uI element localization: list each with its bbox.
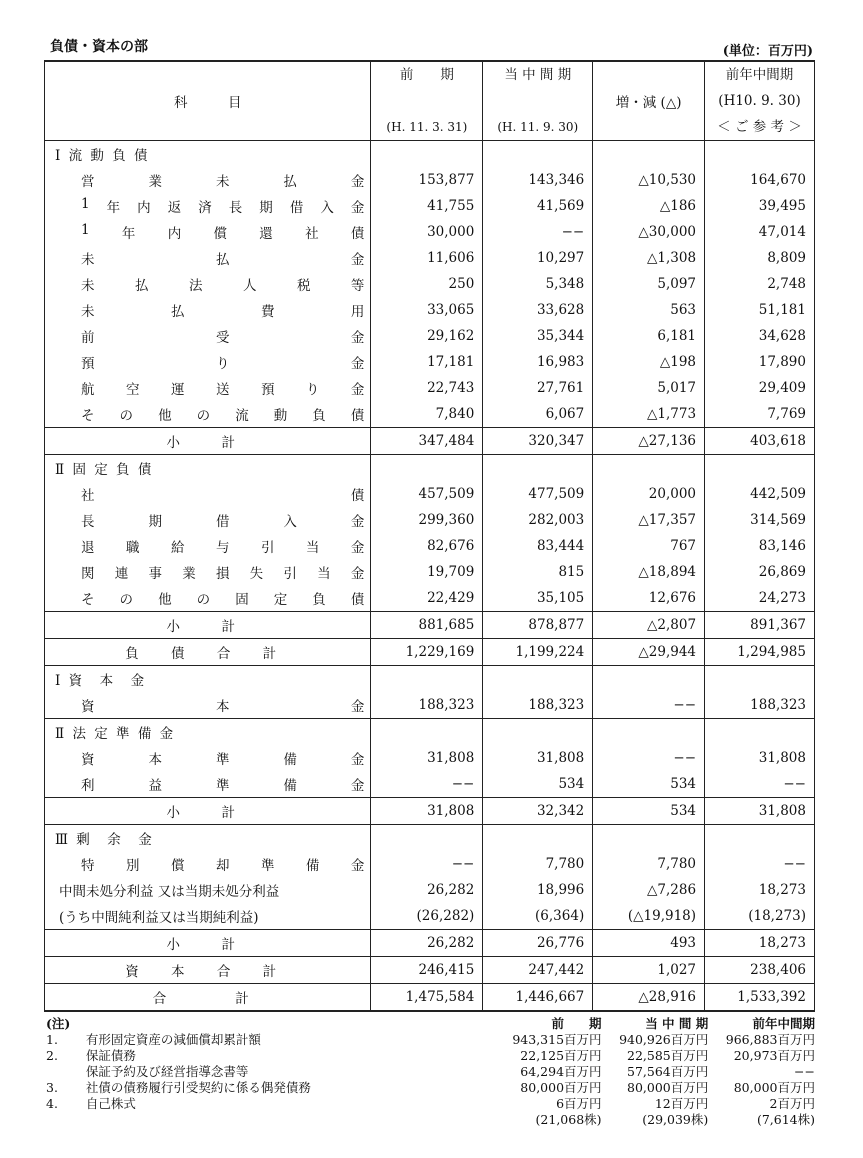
note-value-current: 80,000百万円 <box>627 1080 709 1095</box>
value-change: △7,286 <box>593 877 705 903</box>
note-value-reference: 20,973百万円 <box>733 1048 815 1063</box>
header-change-label: 増・減 (△) <box>615 95 682 111</box>
value-prev: 347,484 <box>371 428 483 455</box>
row-label-cell <box>45 877 371 903</box>
note-label: 保証予約及び経営指導念書等 <box>85 1064 249 1079</box>
balance-sheet-table <box>44 60 815 1012</box>
value-current <box>483 825 593 852</box>
row-label: 社 債 <box>81 488 365 504</box>
row-label-cell <box>45 692 371 719</box>
value-current <box>483 719 593 746</box>
value-change: △30,000 <box>593 219 705 245</box>
subtotal-label: 小 計 <box>166 619 249 635</box>
row-label: 前 受 金 <box>81 330 365 346</box>
value-prev: 26,282 <box>371 877 483 903</box>
value-prev: 7,840 <box>371 401 483 428</box>
row-label-cell <box>45 639 371 666</box>
subtotal-row <box>45 798 815 825</box>
row-label: 利 益 準 備 金 <box>81 778 365 794</box>
header-ref-date: (H10. 9. 30) <box>718 93 801 109</box>
table-row <box>45 271 815 297</box>
note-label: 自己株式 <box>85 1096 136 1111</box>
value-current: 878,877 <box>483 612 593 639</box>
value-change: △1,308 <box>593 245 705 271</box>
value-change: 534 <box>593 798 705 825</box>
value-prev: −− <box>371 771 483 798</box>
table-row <box>45 481 815 507</box>
value-change <box>593 666 705 693</box>
value-reference: 18,273 <box>705 877 815 903</box>
row-label-cell <box>45 297 371 323</box>
row-label-cell <box>45 245 371 271</box>
value-reference: 164,670 <box>705 167 815 193</box>
value-prev: 250 <box>371 271 483 297</box>
note-value-reference: (7,614株) <box>756 1112 815 1127</box>
value-current: 18,996 <box>483 877 593 903</box>
row-label: そ の 他 の 流 動 負 債 <box>81 408 365 424</box>
note-value-reference: 80,000百万円 <box>733 1080 815 1095</box>
table-row <box>45 585 815 612</box>
value-prev: (26,282) <box>371 903 483 930</box>
table-row <box>45 507 815 533</box>
value-current: 33,628 <box>483 297 593 323</box>
table-row <box>45 167 815 193</box>
value-current: 32,342 <box>483 798 593 825</box>
value-current: 83,444 <box>483 533 593 559</box>
section-row <box>45 455 815 482</box>
total-label: 合 計 <box>152 991 263 1007</box>
header-curr-label: 当 中 間 期 <box>504 67 572 83</box>
note-row <box>44 1080 815 1096</box>
section-label: Ⅲ 剰 余 金 <box>55 832 154 848</box>
value-current <box>483 666 593 693</box>
value-prev: 41,755 <box>371 193 483 219</box>
row-label: 1 年 内 返 済 長 期 借 入 金 <box>81 196 365 216</box>
value-reference: 31,808 <box>705 745 815 771</box>
subtotal-label: 小 計 <box>166 805 249 821</box>
note-label: 有形固定資産の減価償却累計額 <box>85 1032 261 1047</box>
row-label-cell <box>45 585 371 612</box>
header-change <box>593 61 705 141</box>
value-change: 5,017 <box>593 375 705 401</box>
value-change: △17,357 <box>593 507 705 533</box>
row-label-cell <box>45 930 371 957</box>
value-reference: 7,769 <box>705 401 815 428</box>
row-label: 航 空 運 送 預 り 金 <box>81 382 365 398</box>
value-current: 5,348 <box>483 271 593 297</box>
section-row <box>45 825 815 852</box>
row-label: 長 期 借 入 金 <box>81 514 365 530</box>
note-number <box>44 1064 86 1080</box>
value-current: 282,003 <box>483 507 593 533</box>
notes-title: (注) <box>46 1016 71 1031</box>
value-current: 247,442 <box>483 957 593 984</box>
note-value-current: 12百万円 <box>654 1096 709 1111</box>
table-row <box>45 219 815 245</box>
note-number: 4. <box>46 1096 58 1111</box>
row-label-cell <box>45 798 371 825</box>
value-prev: 17,181 <box>371 349 483 375</box>
row-label: 関 連 事 業 損 失 引 当 金 <box>81 566 365 582</box>
value-prev <box>371 455 483 482</box>
value-current: 27,761 <box>483 375 593 401</box>
note-row <box>44 1112 815 1128</box>
note-value-reference: 2百万円 <box>769 1096 815 1111</box>
value-reference: 1,533,392 <box>705 984 815 1012</box>
row-label: 特 別 償 却 準 備 金 <box>81 858 365 874</box>
row-label-cell <box>45 771 371 798</box>
value-change: 12,676 <box>593 585 705 612</box>
note-value-current: 57,564百万円 <box>627 1064 709 1079</box>
value-current: 31,808 <box>483 745 593 771</box>
value-prev <box>371 666 483 693</box>
value-change: △10,530 <box>593 167 705 193</box>
row-label: 1 年 内 償 還 社 債 <box>81 222 365 242</box>
value-change: 493 <box>593 930 705 957</box>
note-value-reference: −− <box>794 1064 815 1079</box>
value-change: 6,181 <box>593 323 705 349</box>
note-number: 3. <box>46 1080 58 1095</box>
value-prev: 26,282 <box>371 930 483 957</box>
value-prev: 31,808 <box>371 745 483 771</box>
total-row <box>45 984 815 1012</box>
value-change: △27,136 <box>593 428 705 455</box>
row-label: 未 払 費 用 <box>81 304 365 320</box>
row-label-cell <box>45 141 371 168</box>
value-prev: 246,415 <box>371 957 483 984</box>
value-reference: 8,809 <box>705 245 815 271</box>
value-change: (△19,918) <box>593 903 705 930</box>
table-row <box>45 375 815 401</box>
section-row <box>45 666 815 693</box>
row-label-cell <box>45 957 371 984</box>
note-number: 2. <box>46 1048 58 1063</box>
value-current <box>483 141 593 168</box>
row-label-cell <box>45 612 371 639</box>
value-current: 6,067 <box>483 401 593 428</box>
row-label-cell <box>45 455 371 482</box>
note-number: 1. <box>46 1032 58 1047</box>
notes-col-ref: 前年中間期 <box>752 1016 815 1031</box>
value-reference: 891,367 <box>705 612 815 639</box>
row-label-cell <box>45 825 371 852</box>
value-prev: 153,877 <box>371 167 483 193</box>
header-curr-date: (H. 11. 9. 30) <box>497 120 579 134</box>
total-row <box>45 639 815 666</box>
value-reference: 403,618 <box>705 428 815 455</box>
note-label <box>86 1112 495 1128</box>
value-prev: 1,229,169 <box>371 639 483 666</box>
notes-header-row <box>44 1016 815 1032</box>
value-prev: 11,606 <box>371 245 483 271</box>
row-label-cell <box>45 481 371 507</box>
value-current: −− <box>483 219 593 245</box>
value-current: 16,983 <box>483 349 593 375</box>
row-label-cell <box>45 193 371 219</box>
note-row <box>44 1048 815 1064</box>
row-label-cell <box>45 666 371 693</box>
value-reference: 17,890 <box>705 349 815 375</box>
row-label: 営 業 未 払 金 <box>81 174 365 190</box>
value-prev <box>371 719 483 746</box>
value-current: 320,347 <box>483 428 593 455</box>
header-prev <box>371 61 483 141</box>
value-current: 534 <box>483 771 593 798</box>
row-label-cell <box>45 984 371 1012</box>
row-label: 退 職 給 与 引 当 金 <box>81 540 365 556</box>
value-change: −− <box>593 692 705 719</box>
row-label-cell <box>45 375 371 401</box>
value-prev: 299,360 <box>371 507 483 533</box>
value-reference: 188,323 <box>705 692 815 719</box>
header-curr <box>483 61 593 141</box>
table-row <box>45 297 815 323</box>
value-reference: 51,181 <box>705 297 815 323</box>
value-current: 7,780 <box>483 851 593 877</box>
value-change: △2,807 <box>593 612 705 639</box>
value-prev: 82,676 <box>371 533 483 559</box>
total-label: 負 債 合 計 <box>125 646 291 662</box>
section-title: 負債・資本の部 <box>50 39 148 55</box>
value-current: 41,569 <box>483 193 593 219</box>
note-value-prev: 6百万円 <box>556 1096 602 1111</box>
value-reference: 314,569 <box>705 507 815 533</box>
value-prev: 881,685 <box>371 612 483 639</box>
row-label-cell <box>45 507 371 533</box>
note-value-current: 940,926百万円 <box>619 1032 709 1047</box>
row-label-cell <box>45 719 371 746</box>
value-current: 143,346 <box>483 167 593 193</box>
value-reference <box>705 825 815 852</box>
row-label: 資 本 金 <box>81 699 365 715</box>
row-label-cell <box>45 401 371 428</box>
value-prev <box>371 825 483 852</box>
note-value-prev: 80,000百万円 <box>520 1080 602 1095</box>
value-current: 815 <box>483 559 593 585</box>
row-label-cell <box>45 219 371 245</box>
notes-col-prev: 前 期 <box>551 1016 602 1031</box>
value-reference: (18,273) <box>705 903 815 930</box>
value-prev: 29,162 <box>371 323 483 349</box>
table-row <box>45 851 815 877</box>
value-reference: 83,146 <box>705 533 815 559</box>
row-label: 預 り 金 <box>81 356 365 372</box>
note-row <box>44 1032 815 1048</box>
unit-label: (単位：百万円) <box>722 44 813 59</box>
total-label: 資 本 合 計 <box>125 964 291 980</box>
value-prev: 457,509 <box>371 481 483 507</box>
table-row <box>45 323 815 349</box>
subtotal-row <box>45 930 815 957</box>
row-label: 中間未処分利益 又は当期未処分利益 <box>59 884 280 900</box>
header-row <box>45 61 815 141</box>
value-reference: 238,406 <box>705 957 815 984</box>
value-change: 7,780 <box>593 851 705 877</box>
value-current: 477,509 <box>483 481 593 507</box>
value-current: 188,323 <box>483 692 593 719</box>
value-reference <box>705 719 815 746</box>
table-row <box>45 401 815 428</box>
value-prev: 22,429 <box>371 585 483 612</box>
section-label: Ⅱ 固 定 負 債 <box>55 462 154 478</box>
subtotal-label: 小 計 <box>166 937 249 953</box>
value-reference: 47,014 <box>705 219 815 245</box>
table-row <box>45 559 815 585</box>
table-row <box>45 193 815 219</box>
value-change: −− <box>593 745 705 771</box>
value-reference: 18,273 <box>705 930 815 957</box>
header-prev-date: (H. 11. 3. 31) <box>386 120 468 134</box>
table-row <box>45 245 815 271</box>
value-current: 1,199,224 <box>483 639 593 666</box>
row-label-cell <box>45 851 371 877</box>
subtotal-label: 小 計 <box>166 435 249 451</box>
table-row <box>45 877 815 903</box>
value-change <box>593 455 705 482</box>
row-label-cell <box>45 903 371 930</box>
row-label: 未 払 法 人 税 等 <box>81 278 365 294</box>
row-label-cell <box>45 323 371 349</box>
note-value-current: (29,039株) <box>642 1112 709 1127</box>
row-label-cell <box>45 428 371 455</box>
row-label-cell <box>45 745 371 771</box>
row-label-cell <box>45 167 371 193</box>
note-value-prev: 64,294百万円 <box>520 1064 602 1079</box>
header-prev-label: 前 期 <box>399 67 454 83</box>
value-change: △28,916 <box>593 984 705 1012</box>
table-row <box>45 903 815 930</box>
value-current: 1,446,667 <box>483 984 593 1012</box>
row-label-cell <box>45 533 371 559</box>
value-change: △1,773 <box>593 401 705 428</box>
value-reference: −− <box>705 851 815 877</box>
header-item <box>45 61 371 141</box>
value-prev: 1,475,584 <box>371 984 483 1012</box>
value-change: 5,097 <box>593 271 705 297</box>
total-row <box>45 957 815 984</box>
value-reference: 39,495 <box>705 193 815 219</box>
value-prev: −− <box>371 851 483 877</box>
subtotal-row <box>45 428 815 455</box>
value-prev: 31,808 <box>371 798 483 825</box>
note-value-current: 22,585百万円 <box>627 1048 709 1063</box>
value-reference <box>705 666 815 693</box>
value-current: 10,297 <box>483 245 593 271</box>
note-label: 保証債務 <box>85 1048 136 1063</box>
row-label-cell <box>45 349 371 375</box>
header-ref-label: 前年中間期 <box>725 67 794 83</box>
table-row <box>45 692 815 719</box>
value-reference: 31,808 <box>705 798 815 825</box>
value-reference: 34,628 <box>705 323 815 349</box>
value-change: △186 <box>593 193 705 219</box>
section-label: Ⅰ 資 本 金 <box>55 673 147 689</box>
note-label: 社債の債務履行引受契約に係る偶発債務 <box>85 1080 311 1095</box>
value-change <box>593 719 705 746</box>
row-label: 資 本 準 備 金 <box>81 752 365 768</box>
subtotal-row <box>45 612 815 639</box>
note-row <box>44 1096 815 1112</box>
row-label-cell <box>45 271 371 297</box>
value-current: 35,344 <box>483 323 593 349</box>
value-change: 20,000 <box>593 481 705 507</box>
value-change: 563 <box>593 297 705 323</box>
value-reference <box>705 141 815 168</box>
row-label-cell <box>45 559 371 585</box>
value-prev: 30,000 <box>371 219 483 245</box>
value-reference: 1,294,985 <box>705 639 815 666</box>
section-row <box>45 719 815 746</box>
value-reference: 2,748 <box>705 271 815 297</box>
value-change <box>593 141 705 168</box>
value-change: △29,944 <box>593 639 705 666</box>
table-row <box>45 533 815 559</box>
value-change: △18,894 <box>593 559 705 585</box>
value-reference: 442,509 <box>705 481 815 507</box>
header-ref <box>705 61 815 141</box>
header-ref-note: ＜ ご 参 考 ＞ <box>717 119 802 135</box>
value-change: 534 <box>593 771 705 798</box>
notes-section <box>44 1016 815 1128</box>
value-reference: 26,869 <box>705 559 815 585</box>
table-row <box>45 349 815 375</box>
table-row <box>45 771 815 798</box>
value-reference: 29,409 <box>705 375 815 401</box>
value-prev: 33,065 <box>371 297 483 323</box>
section-label: Ⅰ 流 動 負 債 <box>55 148 150 164</box>
value-prev: 188,323 <box>371 692 483 719</box>
notes-col-curr: 当 中 間 期 <box>645 1016 709 1031</box>
value-prev <box>371 141 483 168</box>
value-current: (6,364) <box>483 903 593 930</box>
header-item-label: 科 目 <box>173 95 242 111</box>
value-prev: 19,709 <box>371 559 483 585</box>
value-change: 767 <box>593 533 705 559</box>
row-label: 未 払 金 <box>81 252 365 268</box>
value-prev: 22,743 <box>371 375 483 401</box>
value-change: △198 <box>593 349 705 375</box>
value-change: 1,027 <box>593 957 705 984</box>
value-reference <box>705 455 815 482</box>
note-value-prev: 943,315百万円 <box>512 1032 602 1047</box>
note-value-prev: (21,068株) <box>535 1112 602 1127</box>
value-current: 35,105 <box>483 585 593 612</box>
table-row <box>45 745 815 771</box>
value-current <box>483 455 593 482</box>
value-reference: 24,273 <box>705 585 815 612</box>
value-change <box>593 825 705 852</box>
note-row <box>44 1064 815 1080</box>
section-row <box>45 141 815 168</box>
row-label: そ の 他 の 固 定 負 債 <box>81 592 365 608</box>
section-label: Ⅱ 法 定 準 備 金 <box>55 726 176 742</box>
row-label: (うち中間純利益又は当期純利益) <box>59 910 259 926</box>
note-value-reference: 966,883百万円 <box>725 1032 815 1047</box>
note-number <box>44 1112 86 1128</box>
note-value-prev: 22,125百万円 <box>520 1048 602 1063</box>
value-reference: −− <box>705 771 815 798</box>
value-current: 26,776 <box>483 930 593 957</box>
